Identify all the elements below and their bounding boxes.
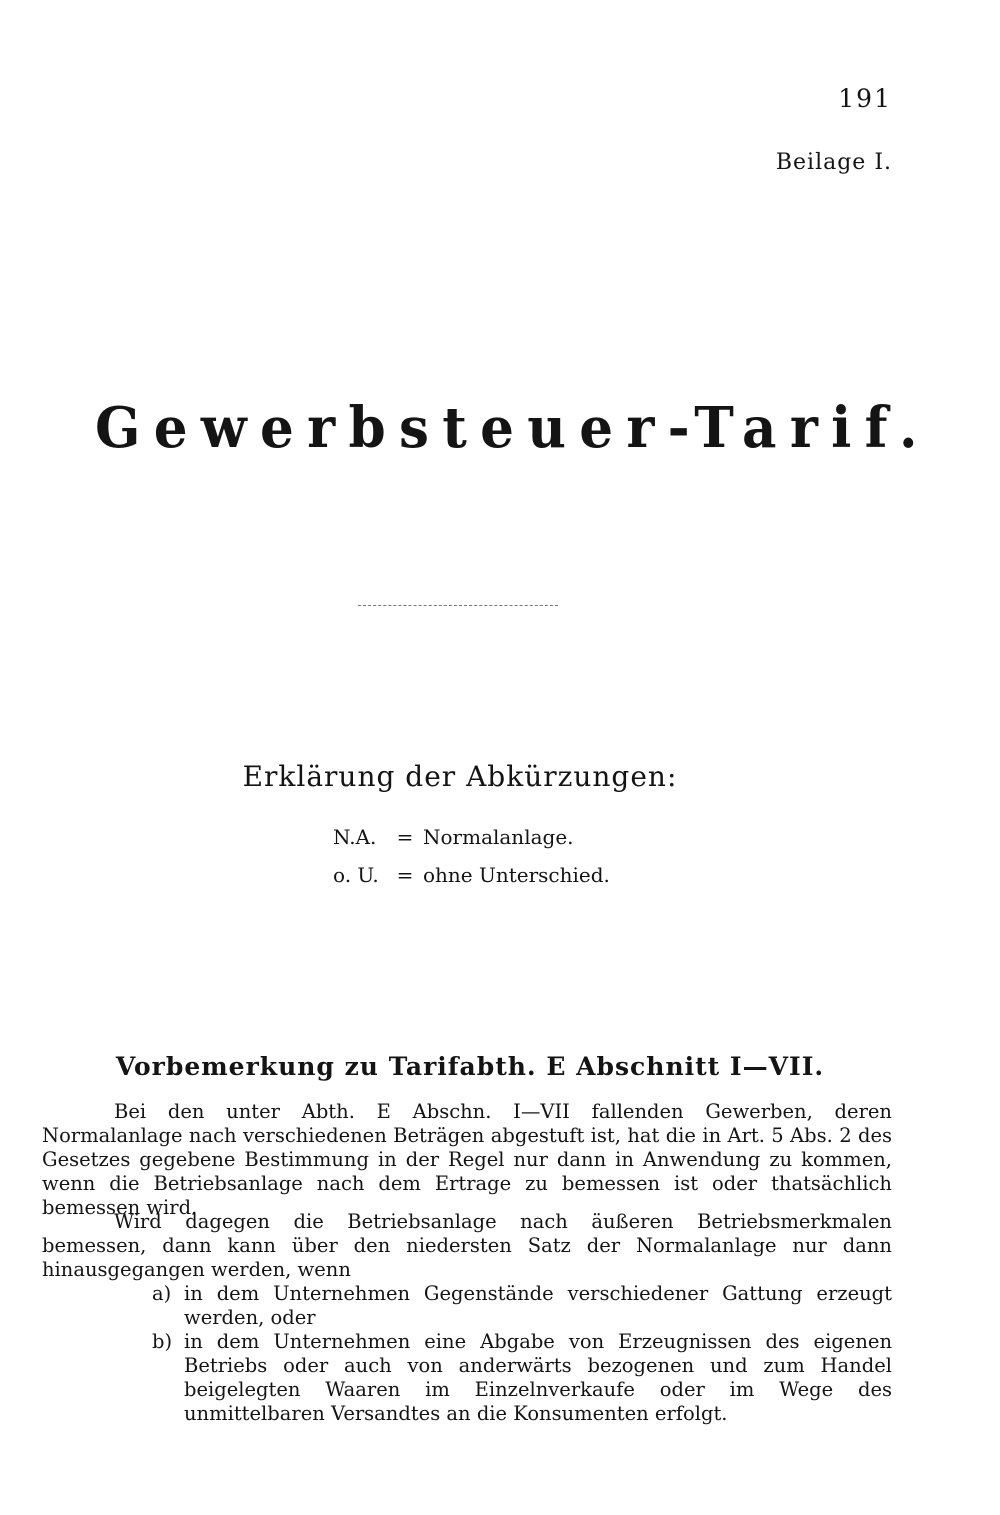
document-title: Gewerbsteuer-Tarif. bbox=[95, 395, 931, 461]
preliminary-note-heading: Vorbemerkung zu Tarifabth. E Abschnitt I—VII. bbox=[115, 1052, 825, 1081]
abbreviations-heading: Erklärung der Abkürzungen: bbox=[242, 760, 678, 793]
divider-rule bbox=[358, 605, 558, 606]
list-marker: a) bbox=[152, 1282, 172, 1305]
abbreviation-key: N.A. bbox=[333, 825, 377, 849]
supplement-label: Beilage I. bbox=[775, 150, 892, 175]
list-marker: b) bbox=[152, 1330, 173, 1353]
paragraph-1: Bei den unter Abth. E Abschn. I—VII fallenden Gewerben, deren Normalanlage nach verschiedenen Beträgen abgestuft ist, hat die in Art. 5 Abs. 2 des Gesetzes gegebene Bestimmung in der Regel nur dann in Anwendung zu kommen, wenn die Betriebsanlage nach dem Ertrage zu bemessen ist oder thatsächlich bemessen wird. bbox=[42, 1100, 892, 1219]
abbreviation-meaning: ohne Unterschied. bbox=[423, 863, 610, 887]
abbreviations-list bbox=[333, 818, 610, 894]
equals-sign: = bbox=[396, 825, 414, 849]
abbreviation-key: o. U. bbox=[333, 863, 379, 887]
abbreviation-row bbox=[333, 856, 610, 894]
equals-sign: = bbox=[396, 863, 414, 887]
paragraph-2: Wird dagegen die Betriebsanlage nach äußeren Betriebsmerkmalen bemessen, dann kann über den niedersten Satz der Normalanlage nur dann hinausgegangen werden, wenn bbox=[42, 1210, 892, 1281]
condition-text: in dem Unternehmen eine Abgabe von Erzeugnissen des eigenen Betriebs oder auch von anderwärts bezogenen und zum Handel beigelegten Waaren im Einzelnverkaufe oder im Wege des unmittelbaren Versandtes an die Konsumenten erfolgt. bbox=[184, 1330, 892, 1425]
condition-a bbox=[152, 1282, 892, 1330]
condition-b bbox=[152, 1330, 892, 1426]
condition-text: in dem Unternehmen Gegenstände verschiedener Gattung erzeugt werden, oder bbox=[184, 1282, 892, 1329]
page-number: 191 bbox=[838, 84, 892, 113]
abbreviation-row bbox=[333, 818, 610, 856]
abbreviation-meaning: Normalanlage. bbox=[423, 825, 574, 849]
